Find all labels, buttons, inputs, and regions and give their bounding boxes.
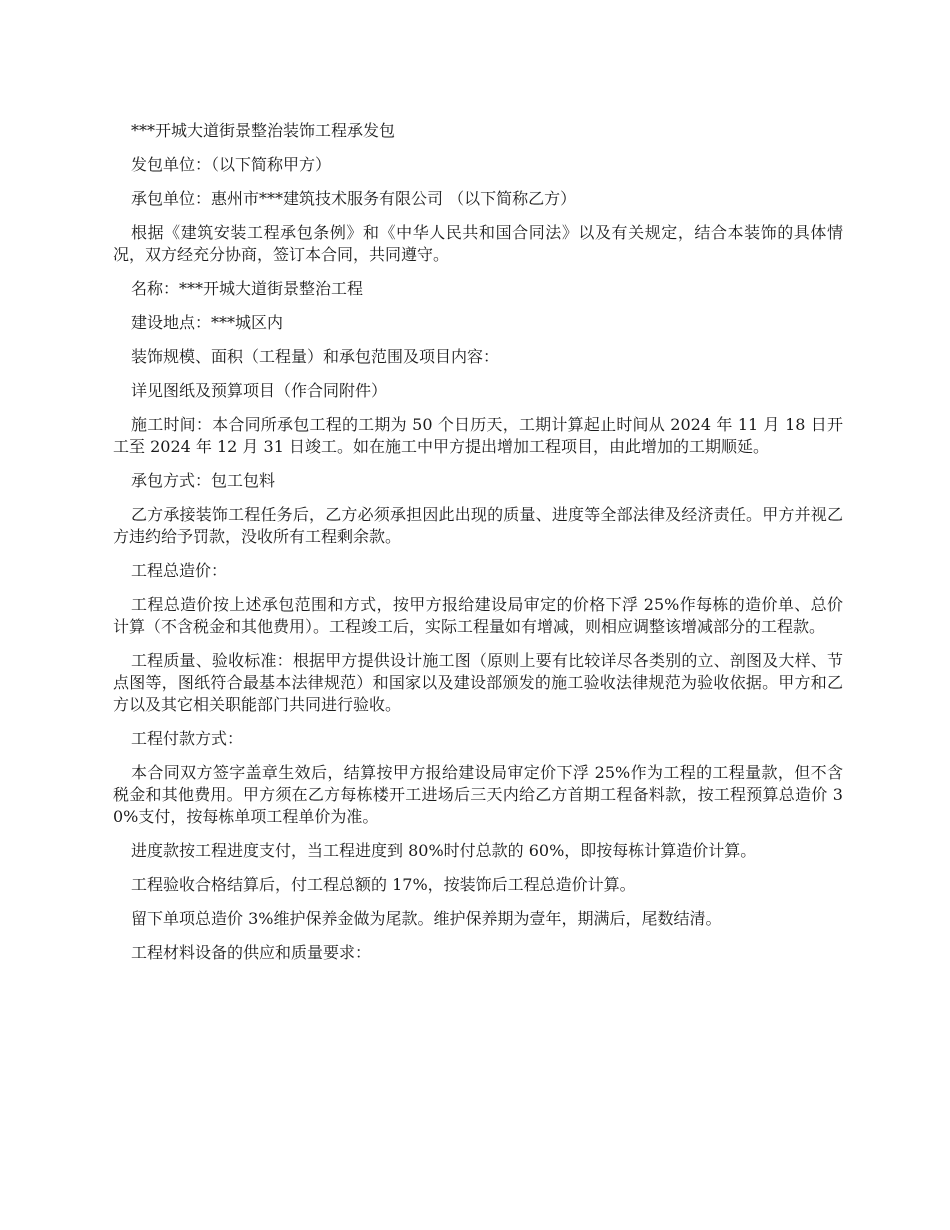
retention-paragraph: 留下单项总造价 3%维护保养金做为尾款。维护保养期为壹年，期满后，尾数结清。	[131, 909, 722, 928]
total-cost-heading: 工程总造价：	[131, 561, 228, 580]
payment-terms-paragraph: 本合同双方签字盖章生效后，结算按甲方报给建设局审定价下浮 25%作为工程的工程量款，但不含税金和其他费用。甲方须在乙方每栋楼开工进场后三天内给乙方首期工程备料款，按工程预算总造价 30%支付，按每栋单项工程单价为准。	[113, 763, 843, 826]
contract-mode: 承包方式：包工包料	[131, 471, 276, 490]
project-name: 名称：***开城大道街景整治工程	[131, 279, 364, 298]
contractor-line: 承包单位：惠州市***建筑技术服务有限公司 （以下简称乙方）	[131, 189, 577, 208]
settlement-paragraph: 工程验收合格结算后，付工程总额的 17%，按装饰后工程总造价计算。	[131, 875, 636, 894]
schedule-paragraph: 施工时间：本合同所承包工程的工期为 50 个日历天，工期计算起止时间从 2024 年 11 月 18 日开工至 2024 年 12 月 31 日竣工。如在施工中甲方提出增加工程项目，由此增加的工期顺延。	[113, 415, 843, 456]
project-location: 建设地点：***城区内	[131, 313, 284, 332]
payment-heading: 工程付款方式：	[131, 729, 244, 748]
employer-line: 发包单位：（以下简称甲方）	[131, 155, 332, 174]
materials-heading: 工程材料设备的供应和质量要求：	[131, 943, 372, 962]
progress-payment-paragraph: 进度款按工程进度支付，当工程进度到 80%时付总款的 60%，即按每栋计算造价计算。	[131, 841, 757, 860]
scope-heading: 装饰规模、面积（工程量）和承包范围及项目内容：	[131, 347, 500, 366]
total-cost-paragraph: 工程总造价按上述承包范围和方式，按甲方报给建设局审定的价格下浮 25%作每栋的造价单、总价计算（不含税金和其他费用）。工程竣工后，实际工程量如有增减，则相应调整该增减部分的工程款。	[113, 595, 843, 636]
scope-detail: 详见图纸及预算项目（作合同附件）	[131, 381, 388, 400]
quality-standard-paragraph: 工程质量、验收标准：根据甲方提供设计施工图（原则上要有比较详尽各类别的立、剖图及大样、节点图等，图纸符合最基本法律规范）和国家以及建设部颁发的施工验收法律规范为验收依据。甲方和乙方以及其它相关职能部门共同进行验收。	[113, 651, 843, 714]
contract-title: ***开城大道街景整治装饰工程承发包	[131, 121, 396, 140]
preamble-paragraph: 根据《建筑安装工程承包条例》和《中华人民共和国合同法》以及有关规定，结合本装饰的具体情况，双方经充分协商，签订本合同，共同遵守。	[113, 223, 843, 264]
liability-paragraph: 乙方承接装饰工程任务后，乙方必须承担因此出现的质量、进度等全部法律及经济责任。甲方并视乙方违约给予罚款，没收所有工程剩余款。	[113, 505, 843, 546]
document-page	[113, 120, 843, 976]
